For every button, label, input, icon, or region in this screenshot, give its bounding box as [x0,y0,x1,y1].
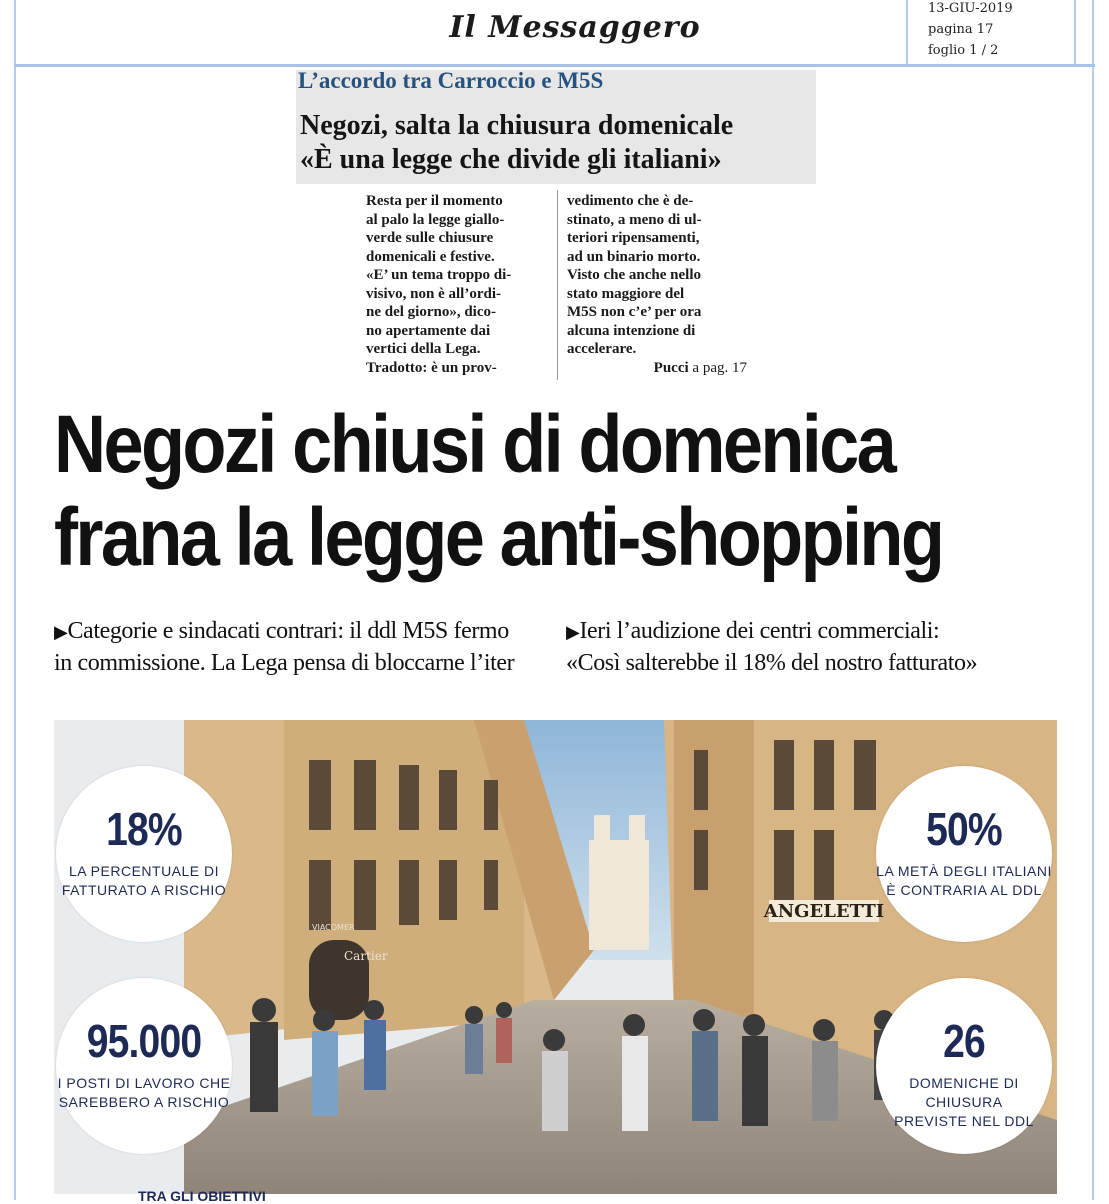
body-line: Visto che anche nello [567,267,702,283]
body-line: alcuna intenzione di [567,322,696,339]
store-sign-1: Cartier [344,949,388,963]
body-line: ad un binario morto. [567,248,701,265]
body-line: domenicali e festive. [366,248,495,265]
body-line: verde sulle chiusure [366,230,494,246]
stat-value: 95.000 [86,1015,202,1067]
shop-sign: ANGELETTI [763,901,885,922]
stat-value: 50% [926,803,1002,855]
body-line: Resta per il momento [366,193,503,209]
stat-label-line-2: PREVISTE NEL DDL [894,1113,1034,1129]
triangle-bullet-icon: ▶ [54,622,68,642]
body-line: M5S non c’e’ per ora [567,304,702,320]
right-margin-rule [1092,0,1094,1200]
stat-circle-jobs [56,978,232,1154]
subhead-line-1: Negozi, salta la chiusura domenicale [300,110,734,141]
body-line: stato maggiore del [567,285,685,302]
deck-left-line-1: Categorie e sindacati contrari: il ddl M5S fermo [67,618,509,644]
stat-value: 26 [943,1015,985,1067]
left-margin-rule [14,0,16,1200]
masthead-logo: Il Messaggero [449,10,701,45]
stat-label-line-2: SAREBBERO A RISCHIO [58,1094,230,1110]
bottom-caption: TRA GLI OBIETTIVI [138,1188,266,1204]
stat-label-line-2: È CONTRARIA AL DDL [886,882,1042,898]
body-line: accelerare. [567,341,637,357]
stat-circle-revenue [56,766,232,942]
body-column-1 [366,192,546,377]
body-line: «E’ un tema troppo di- [366,267,512,283]
deck-right-line-2: «Così salterebbe il 18% del nostro fatturato» [566,650,978,676]
stat-circle-opinion [876,766,1052,942]
body-line: stinato, a meno di ul- [567,211,702,228]
deck-right [566,616,977,679]
store-sign-2: VIACOMER [312,923,355,932]
stat-circle-sundays [876,978,1052,1154]
body-line: vertici della Lega. [366,341,481,357]
deck-right-line-1: Ieri l’audizione dei centri commerciali: [579,618,940,644]
clipping-date: 13-GIU-2019 [928,1,1013,16]
byline-page: a pag. 17 [692,359,747,376]
body-line: vedimento che è de- [567,193,694,209]
header-rule [14,64,1095,67]
stat-label-line-1: I POSTI DI LAVORO CHE [57,1075,231,1091]
byline [567,359,747,378]
deck-left [54,616,514,679]
kicker: L’accordo tra Carroccio e M5S [298,68,604,93]
clipping-sheet: foglio 1 / 2 [928,43,999,58]
triangle-bullet-icon: ▶ [566,622,580,642]
subhead-line-2: «È una legge che divide gli italiani» [300,144,722,175]
body-line: visivo, non è all’ordi- [366,285,502,302]
body-line: teriori ripensamenti, [567,230,700,246]
stat-label-line-2: FATTURATO A RISCHIO [61,882,227,898]
stat-label-line-1: LA METÀ DEGLI ITALIANI [876,863,1052,879]
body-line: ne del giorno», dico- [366,304,496,320]
stat-label-line-1: LA PERCENTUALE DI [68,863,220,879]
headline-line-1: Negozi chiusi di domenica [54,399,895,490]
column-divider [557,190,558,380]
body-line: al palo la legge giallo- [366,211,505,228]
body-line: Tradotto: è un prov- [366,359,497,376]
body-line: no apertamente dai [366,322,491,339]
clipping-page: pagina 17 [928,22,994,37]
headline-line-2: frana la legge anti-shopping [54,492,943,583]
deck-left-line-2: in commissione. La Lega pensa di bloccarne l’iter [54,650,515,676]
byline-name: Pucci [653,359,689,376]
stat-value: 18% [106,803,182,855]
body-column-2 [567,192,747,377]
stat-label-line-1: DOMENICHE DI CHIUSURA [909,1075,1019,1110]
